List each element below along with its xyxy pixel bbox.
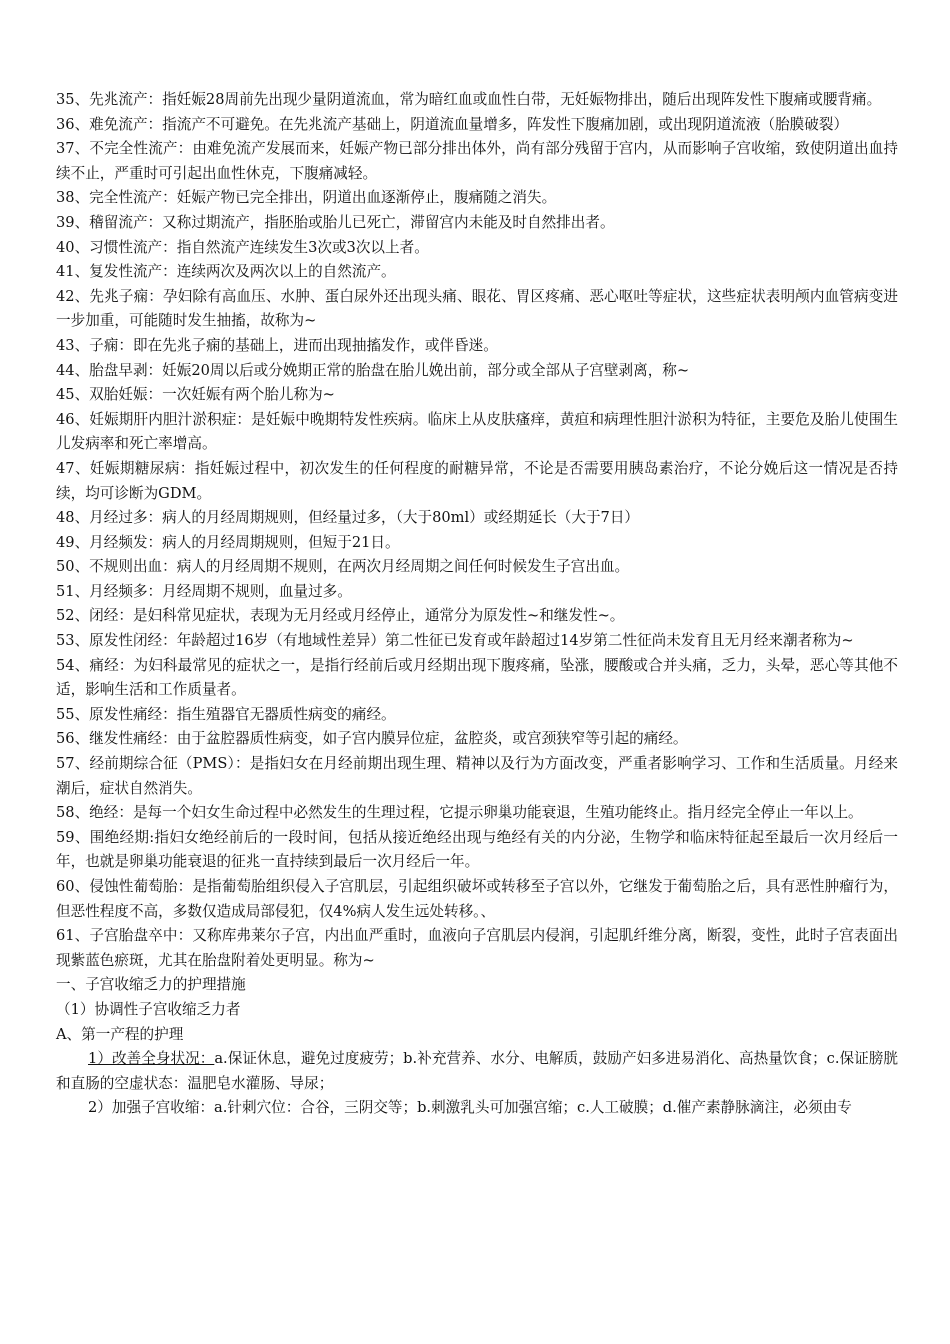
definition-entry: 45、双胎妊娠：一次妊娠有两个胎儿称为~ [56, 386, 335, 404]
definition-entry: 39、稽留流产：又称过期流产，指胚胎或胎儿已死亡，滞留宫内未能及时自然排出者。 [56, 213, 615, 231]
definition-entry: 40、习惯性流产：指自然流产连续发生3次或3次以上者。 [56, 238, 429, 256]
section-heading: 一、子宫收缩乏力的护理措施 [56, 976, 246, 994]
care-item-2: 2）加强子宫收缩：a.针刺穴位：合谷，三阴交等；b.刺激乳头可加强宫缩；c.人工破膜；d.催产素静脉滴注，必须由专 [88, 1099, 852, 1117]
definition-entry: 56、继发性痛经：由于盆腔器质性病变，如子宫内膜异位症，盆腔炎，或宫颈狭窄等引起的痛经。 [56, 730, 688, 748]
definition-entry: 50、不规则出血：病人的月经周期不规则，在两次月经周期之间任何时候发生子宫出血。 [56, 558, 630, 576]
definition-entry: 57、经前期综合征（PMS）：是指妇女在月经前期出现生理、精神以及行为方面改变，严重者影响学习、工作和生活质量。月经来潮后，症状自然消失。 [56, 755, 898, 797]
definition-list [56, 88, 898, 973]
definition-entry: 41、复发性流产：连续两次及两次以上的自然流产。 [56, 263, 396, 281]
definition-entry: 61、子宫胎盘卒中：又称库弗莱尔子宫，内出血严重时，血液向子宫肌层内侵润，引起肌纤维分离，断裂，变性，此时子宫表面出现紫蓝色瘀斑，尤其在胎盘附着处更明显。称为~ [56, 927, 898, 969]
definition-entry: 54、痛经：为妇科最常见的症状之一，是指行经前后或月经期出现下腹疼痛，坠涨，腰酸或合并头痛，乏力，头晕，恶心等其他不适，影响生活和工作质量者。 [56, 656, 898, 699]
definition-entry: 55、原发性痛经：指生殖器官无器质性病变的痛经。 [56, 705, 396, 723]
definition-entry: 60、侵蚀性葡萄胎：是指葡萄胎组织侵入子宫肌层，引起组织破坏或转移至子宫以外，它继发于葡萄胎之后，具有恶性肿瘤行为，但恶性程度不高，多数仅造成局部侵犯，仅4%病人发生远处转移。、 [56, 878, 898, 920]
definition-entry: 37、不完全性流产：由难免流产发展而来，妊娠产物已部分排出体外，尚有部分残留于宫内，从而影响子宫收缩，致使阴道出血持续不止，严重时可引起出血性休克，下腹痛减轻。 [56, 140, 898, 182]
definition-entry: 35、先兆流产：指妊娠28周前先出现少量阴道流血，常为暗红血或血性白带，无妊娠物排出，随后出现阵发性下腹痛或腰背痛。 [56, 91, 882, 108]
definition-entry: 53、原发性闭经：年龄超过16岁（有地域性差异）第二性征已发育或年龄超过14岁第二性征尚未发育且无月经来潮者称为~ [56, 632, 854, 650]
definition-entry: 58、绝经：是每一个妇女生命过程中必然发生的生理过程，它提示卵巢功能衰退，生殖功能终止。指月经完全停止一年以上。 [56, 804, 863, 822]
definition-entry: 48、月经过多：病人的月经周期规则，但经量过多，（大于80ml）或经期延长（大于7日） [56, 509, 640, 527]
definition-entry: 36、难免流产：指流产不可避免。在先兆流产基础上，阴道流血量增多，阵发性下腹痛加剧，或出现阴道流液（胎膜破裂） [56, 115, 849, 133]
definition-entry: 46、妊娠期肝内胆汁淤积症：是妊娠中晚期特发性疾病。临床上从皮肤瘙痒，黄疸和病理性胆汁淤积为特征，主要危及胎儿使围生儿发病率和死亡率增高。 [56, 410, 898, 453]
definition-entry: 44、胎盘早剥：妊娠20周以后或分娩期正常的胎盘在胎儿娩出前，部分或全部从子宫壁剥离，称~ [56, 361, 690, 379]
subsubsection-heading: A、第一产程的护理 [56, 1025, 184, 1043]
definition-entry: 43、子痫：即在先兆子痫的基础上，进而出现抽搐发作，或伴昏迷。 [56, 336, 498, 354]
definition-entry: 51、月经频多：月经周期不规则，血量过多。 [56, 582, 352, 600]
care-item-1 [56, 1047, 898, 1096]
definition-entry: 59、围绝经期:指妇女绝经前后的一段时间，包括从接近绝经出现与绝经有关的内分泌，生物学和临床特征起至最后一次月经后一年，也就是卵巢功能衰退的征兆一直持续到最后一次月经后一年。 [56, 828, 898, 871]
document-body [56, 88, 898, 1121]
definition-entry: 47、妊娠期糖尿病：指妊娠过程中，初次发生的任何程度的耐糖异常，不论是否需要用胰岛素治疗，不论分娩后这一情况是否持续，均可诊断为GDM。 [56, 459, 898, 502]
care-item-1-label: 1）改善全身状况： [88, 1050, 215, 1068]
definition-entry: 49、月经频发：病人的月经周期规则，但短于21日。 [56, 533, 400, 551]
subsection-heading: （1）协调性子宫收缩乏力者 [56, 1000, 241, 1018]
definition-entry: 38、完全性流产：妊娠产物已完全排出，阴道出血逐渐停止，腹痛随之消失。 [56, 189, 557, 207]
care-item-1-text: a.保证休息，避免过度疲劳；b.补充营养、水分、电解质，鼓励产妇多进易消化、高热量饮食；c.保证膀胱和直肠的空虚状态：温肥皂水灌肠、导尿； [56, 1050, 898, 1092]
definition-entry: 52、闭经：是妇科常见症状，表现为无月经或月经停止，通常分为原发性~和继发性~。 [56, 607, 625, 625]
definition-entry: 42、先兆子痫：孕妇除有高血压、水肿、蛋白尿外还出现头痛、眼花、胃区疼痛、恶心呕吐等症状，这些症状表明颅内血管病变进一步加重，可能随时发生抽搐，故称为~ [56, 287, 898, 330]
